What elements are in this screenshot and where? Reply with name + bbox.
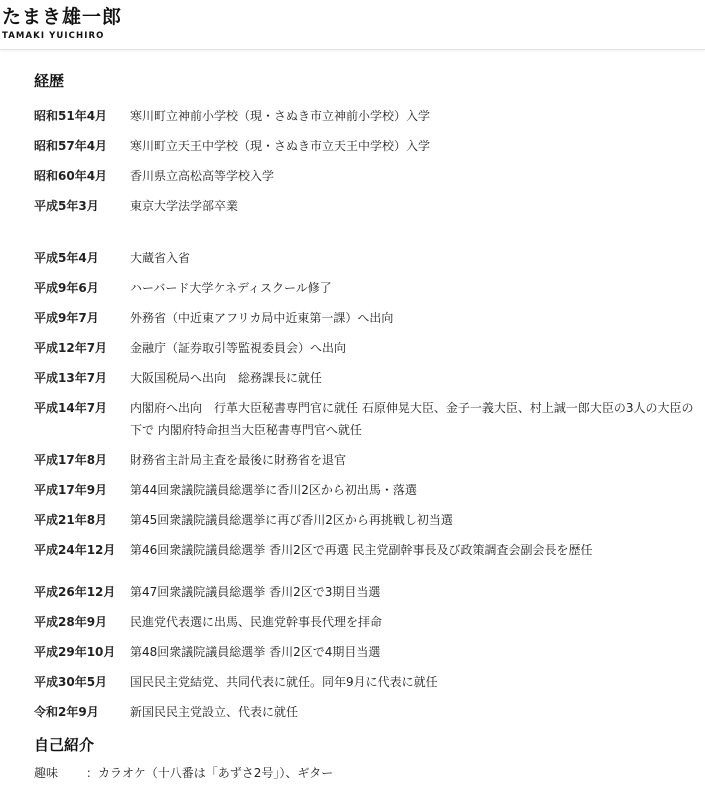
career-description: 東京大学法学部卒業 (130, 199, 239, 213)
career-description: 新国民民主党設立、代表に就任 (130, 705, 299, 719)
career-date: 平成29年10月 (34, 645, 116, 659)
career-date: 令和2年9月 (34, 705, 99, 719)
career-date: 平成12年7月 (34, 341, 108, 355)
site-logo[interactable] (2, 6, 122, 41)
career-date: 平成17年8月 (34, 453, 108, 467)
career-description: 金融庁（証券取引等監視委員会）へ出向 (130, 341, 347, 355)
career-date: 昭和60年4月 (34, 169, 108, 183)
hobby-value: ：カラオケ（十八番は「あずさ2号」）、ギター (86, 766, 334, 780)
career-description: 第45回衆議院議員総選挙に再び香川2区から再挑戦し初当選 (130, 513, 453, 527)
logo-japanese: たまき雄一郎 (2, 6, 123, 28)
site-header (0, 0, 705, 50)
career-description: 外務省（中近東アフリカ局中近東第一課）へ出向 (130, 311, 394, 325)
hobby-label: 趣味 (34, 766, 59, 780)
career-description: ハーバード大学ケネディスクール修了 (130, 281, 332, 295)
career-date: 平成21年8月 (34, 513, 108, 527)
logo-english: TAMAKI YUICHIRO (2, 31, 105, 41)
self-intro-heading: 自己紹介 (34, 736, 95, 754)
career-description: 寒川町立神前小学校（現・さぬき市立神前小学校）入学 (130, 109, 431, 123)
career-description: 第47回衆議院議員総選挙 香川2区で3期目当選 (130, 585, 381, 599)
career-heading: 経歴 (34, 72, 65, 90)
career-description: 第44回衆議院議員総選挙に香川2区から初出馬・落選 (130, 483, 417, 497)
career-description: 第48回衆議院議員総選挙 香川2区で4期目当選 (130, 645, 381, 659)
career-date: 平成9年7月 (34, 311, 99, 325)
career-description: 国民民主党結党、共同代表に就任。同年9月に代表に就任 (130, 675, 438, 689)
career-date: 平成5年4月 (34, 251, 99, 265)
career-description: 民進党代表選に出馬、民進党幹事長代理を拝命 (130, 615, 383, 629)
career-description: 大蔵省入省 (130, 251, 191, 265)
career-description: 香川県立高松高等学校入学 (130, 169, 275, 183)
career-date: 平成26年12月 (34, 585, 116, 599)
career-description: 内閣府へ出向 行革大臣秘書専門官に就任 石原伸晃大臣、金子一義大臣、村上誠一郎大臣の3人の大臣の下で 内閣府特命担当大臣秘書専門官へ就任 (130, 401, 694, 437)
career-date: 昭和51年4月 (34, 109, 108, 123)
career-date: 平成9年6月 (34, 281, 99, 295)
career-date: 昭和57年4月 (34, 139, 108, 153)
career-description: 第46回衆議院議員総選挙 香川2区で再選 民主党副幹事長及び政策調査会副会長を歴任 (130, 543, 593, 557)
career-date: 平成28年9月 (34, 615, 108, 629)
career-date: 平成30年5月 (34, 675, 108, 689)
career-description: 大阪国税局へ出向 総務課長に就任 (130, 371, 323, 385)
career-date: 平成5年3月 (34, 199, 99, 213)
career-date: 平成14年7月 (34, 401, 108, 415)
career-date: 平成17年9月 (34, 483, 108, 497)
career-date: 平成13年7月 (34, 371, 108, 385)
career-description: 寒川町立天王中学校（現・さぬき市立天王中学校）入学 (130, 139, 431, 153)
career-date: 平成24年12月 (34, 543, 116, 557)
career-description: 財務省主計局主査を最後に財務省を退官 (130, 453, 347, 467)
